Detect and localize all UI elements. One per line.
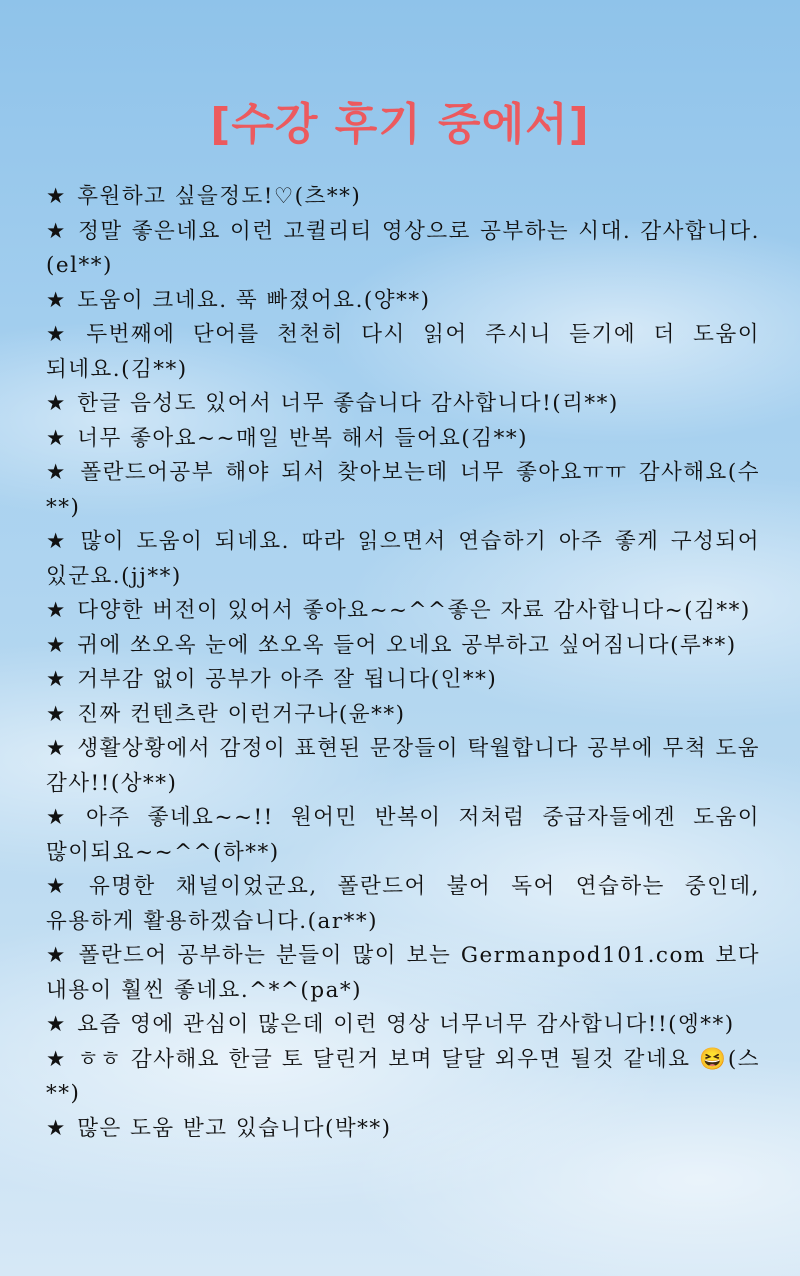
star-icon: ★ (46, 287, 66, 313)
star-icon: ★ (46, 701, 66, 727)
star-icon: ★ (46, 391, 66, 416)
review-text: 많은 도움 받고 있습니다(박**) (77, 1115, 392, 1141)
star-icon: ★ (46, 218, 67, 244)
star-icon: ★ (46, 598, 66, 623)
review-item (46, 732, 760, 801)
star-icon: ★ (46, 874, 77, 899)
review-text: 생활상황에서 감정이 표현된 문장들이 탁월합니다 공부에 무척 도움 감사!!(상**) (46, 736, 761, 796)
review-text: 많이 도움이 되네요. 따라 읽으면서 연습하기 아주 좋게 구성되어 있군요.(jj**) (46, 529, 760, 589)
star-icon: ★ (46, 667, 66, 692)
star-icon: ★ (46, 805, 75, 830)
review-text: 폴란드어 공부하는 분들이 많이 보는 Germanpod101.com 보다 내용이 훨씬 좋네요.^*^(pa*) (46, 943, 760, 1003)
review-item (46, 1112, 760, 1147)
review-item (46, 939, 760, 1008)
star-icon: ★ (46, 632, 66, 658)
review-text: 후원하고 싶을정도!♡(츠**) (77, 184, 362, 209)
star-icon: ★ (46, 460, 69, 485)
review-text: 폴란드어공부 해야 되서 찾아보는데 너무 좋아요ㅠㅠ 감사해요(수**) (46, 460, 760, 520)
review-item (46, 698, 760, 733)
review-item (46, 215, 760, 284)
review-text: 귀에 쏘오옥 눈에 쏘오옥 들어 오네요 공부하고 싶어짐니다(루**) (77, 632, 737, 658)
review-item (46, 594, 760, 629)
review-text: 거부감 없이 공부가 아주 잘 됩니다(인**) (77, 667, 498, 692)
review-list (46, 180, 760, 1146)
review-item (46, 422, 760, 457)
review-item (46, 629, 760, 664)
star-icon: ★ (46, 1012, 66, 1037)
review-text: 한글 음성도 있어서 너무 좋습니다 감사합니다!(리**) (77, 391, 619, 416)
review-item (46, 318, 760, 387)
review-text: 두번째에 단어를 천천히 다시 읽어 주시니 듣기에 더 도움이 되네요.(김**) (46, 322, 760, 382)
review-item (46, 456, 760, 525)
page-title: [수강 후기 중에서] (210, 99, 590, 150)
review-text: 정말 좋은네요 이런 고퀼리티 영상으로 공부하는 시대. 감사합니다.(el**) (46, 218, 761, 278)
review-text: 요즘 영에 관심이 많은데 이런 영상 너무너무 감사합니다!!(엥**) (77, 1012, 735, 1037)
review-item (46, 1043, 760, 1112)
review-text: 도움이 크네요. 푹 빠졌어요.(양**) (77, 287, 431, 313)
review-item (46, 525, 760, 594)
review-item (46, 870, 760, 939)
star-icon: ★ (46, 425, 66, 451)
review-item (46, 284, 760, 319)
star-icon: ★ (46, 943, 67, 968)
review-text: ㅎㅎ 감사해요 한글 토 달린거 보며 달달 외우면 될것 같네요 😆(스**) (46, 1046, 760, 1106)
review-text: 유명한 채널이었군요, 폴란드어 불어 독어 연습하는 중인데, 유용하게 활용하겠습니다.(ar**) (46, 874, 760, 934)
star-icon: ★ (46, 1046, 66, 1072)
review-item (46, 801, 760, 870)
star-icon: ★ (46, 1115, 66, 1141)
review-text: 다양한 버전이 있어서 좋아요~~^^좋은 자료 감사합니다~(김**) (77, 598, 751, 623)
review-item (46, 387, 760, 422)
review-text: 진짜 컨텐츠란 이런거구나(윤**) (77, 701, 406, 727)
star-icon: ★ (46, 736, 66, 761)
star-icon: ★ (46, 529, 69, 554)
star-icon: ★ (46, 184, 66, 209)
review-text: 너무 좋아요~~매일 반복 해서 들어요(김**) (77, 425, 528, 451)
review-text: 아주 좋네요~~!! 원어민 반복이 저처럼 중급자들에겐 도움이 많이되요~~^^(하**) (46, 805, 760, 865)
star-icon: ★ (46, 322, 75, 347)
review-item (46, 1008, 760, 1043)
review-item (46, 663, 760, 698)
review-item (46, 180, 760, 215)
